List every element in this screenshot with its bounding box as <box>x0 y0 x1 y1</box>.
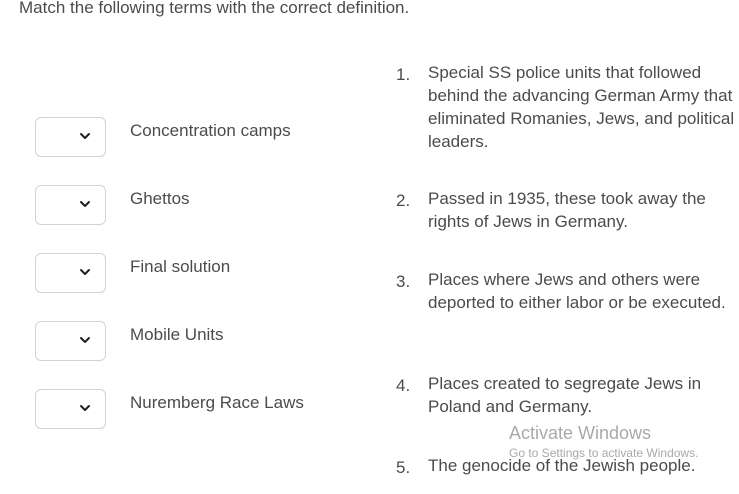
match-select-4[interactable] <box>35 321 106 361</box>
definition-number: 2. <box>396 191 411 210</box>
chevron-down-icon <box>79 130 91 142</box>
definition-text: Places created to segregate Jews in Poland and Germany. <box>428 374 702 416</box>
match-select-2[interactable] <box>35 185 106 225</box>
match-select-5[interactable] <box>35 389 106 429</box>
term-label: Ghettos <box>130 189 190 208</box>
definition-text: The genocide of the Jewish people. <box>428 456 696 475</box>
definition-number: 1. <box>396 65 411 84</box>
term-label: Concentration camps <box>130 121 291 140</box>
match-row-1 <box>35 116 291 158</box>
chevron-down-icon <box>79 266 91 278</box>
term-label: Final solution <box>130 257 231 276</box>
match-row-2 <box>35 184 190 226</box>
chevron-down-icon <box>79 334 91 346</box>
match-row-4 <box>35 320 224 362</box>
activate-windows-title: Activate Windows <box>509 423 652 443</box>
definition-text: Passed in 1935, these took away the rights of Jews in Germany. <box>428 189 706 231</box>
match-select-3[interactable] <box>35 253 106 293</box>
definition-number: 4. <box>396 376 411 395</box>
definition-number: 5. <box>396 458 411 477</box>
instruction-text: Match the following terms with the correct definition. <box>19 0 410 17</box>
term-label: Mobile Units <box>130 325 224 344</box>
chevron-down-icon <box>79 198 91 210</box>
definition-number: 3. <box>396 272 411 291</box>
term-label: Nuremberg Race Laws <box>130 393 304 412</box>
definition-text: Special SS police units that followed behind the advancing German Army that eliminated Romanies, Jews, and political leaders. <box>428 63 735 151</box>
match-select-1[interactable] <box>35 117 106 157</box>
chevron-down-icon <box>79 402 91 414</box>
match-row-5 <box>35 388 304 430</box>
definition-text: Places where Jews and others were deported to either labor or be executed. <box>428 270 726 312</box>
activate-windows-subtitle: Go to Settings to activate Windows. <box>509 446 699 460</box>
match-row-3 <box>35 252 231 294</box>
